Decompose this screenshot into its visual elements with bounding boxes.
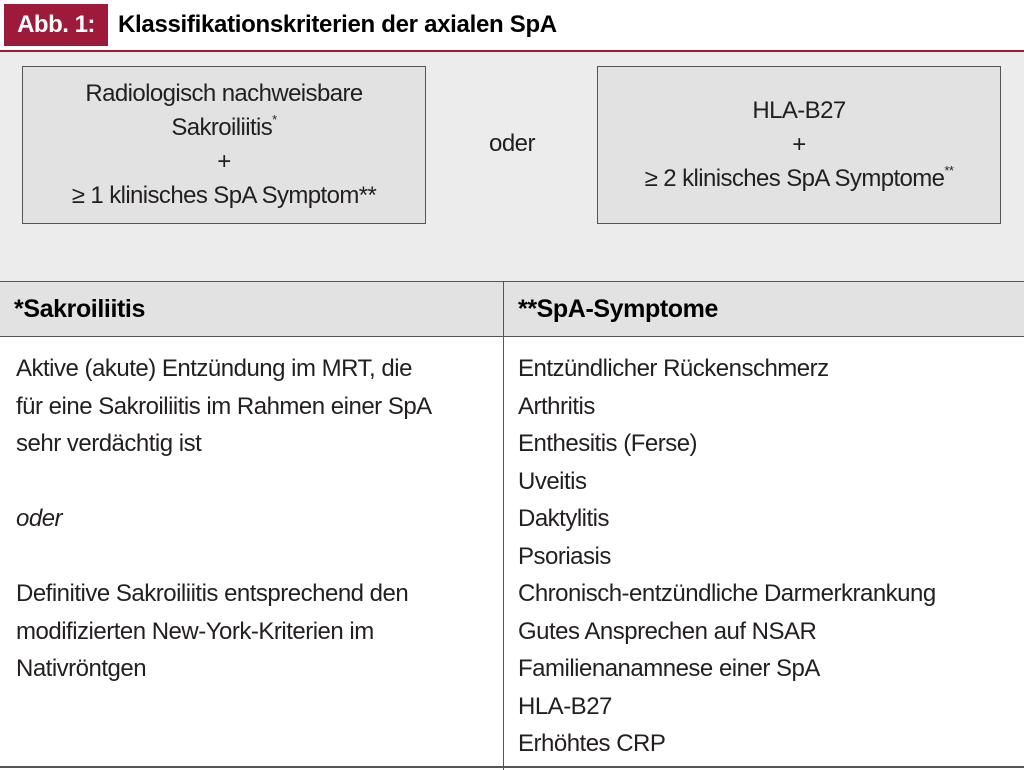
column-divider (503, 282, 504, 770)
definition-line: sehr verdächtig ist (16, 430, 202, 457)
spacer (16, 463, 496, 501)
table-header-sakroiliitis: *Sakroiliitis (14, 294, 145, 323)
list-item: Psoriasis (518, 542, 611, 570)
list-item: Erhöhtes CRP (518, 730, 666, 757)
criteria-box-imaging-plus: + (217, 148, 231, 175)
definition-connector: oder (16, 505, 63, 532)
list-item: HLA-B27 (518, 692, 612, 720)
definition-line: Aktive (akute) Entzündung im MRT, die (16, 355, 412, 382)
criteria-box-imaging (22, 66, 426, 224)
figure-header (0, 0, 1024, 52)
criteria-box-imaging-line2 (171, 111, 276, 145)
definition-line: modifizierten New-York-Kriterien im (16, 617, 374, 645)
list-item: Arthritis (518, 392, 595, 420)
definition-line: für eine Sakroiliitis im Rahmen einer SpA (16, 392, 432, 420)
criteria-box-imaging-line2-text: Sakroiliitis (171, 114, 273, 141)
list-item: Chronisch-entzündliche Darmerkrankung (518, 580, 936, 607)
footnote-marker: * (272, 112, 277, 127)
criteria-box-clinical-line3-text: ≥ 2 klinisches SpA Symptome (644, 165, 945, 192)
figure-label: Abb. 1: (4, 4, 108, 46)
figure-title: Klassifikationskriterien der axialen SpA (118, 11, 557, 38)
criteria-box-imaging-line4: ≥ 1 klinisches SpA Symptom** (71, 182, 377, 209)
table-header-symptoms: **SpA-Symptome (518, 294, 718, 323)
spacer (16, 538, 496, 576)
list-item: Uveitis (518, 467, 587, 495)
definition-line: Definitive Sakroiliitis entsprechend den (16, 580, 409, 607)
bottom-rule (0, 766, 1024, 768)
criteria-box-clinical (597, 66, 1001, 224)
criteria-box-clinical-line3 (645, 162, 954, 196)
list-item: Gutes Ansprechen auf NSAR (518, 617, 817, 645)
criteria-box-imaging-line1: Radiologisch nachweisbare (85, 80, 363, 107)
symptom-list (518, 350, 1018, 763)
criteria-box-clinical-plus: + (792, 131, 806, 158)
table-header-row (0, 282, 1024, 337)
footnote-marker: ** (944, 163, 954, 178)
list-item: Enthesitis (Ferse) (518, 430, 698, 457)
sakroiliitis-definition (16, 350, 496, 688)
definitions-table (0, 281, 1024, 769)
criteria-connector: oder (488, 130, 536, 157)
definition-line: Nativröntgen (16, 655, 147, 682)
list-item: Familienanamnese einer SpA (518, 655, 820, 682)
list-item: Entzündlicher Rückenschmerz (518, 355, 829, 382)
list-item: Daktylitis (518, 505, 610, 532)
criteria-box-clinical-line1: HLA-B27 (752, 97, 846, 124)
criteria-panel (0, 52, 1024, 281)
